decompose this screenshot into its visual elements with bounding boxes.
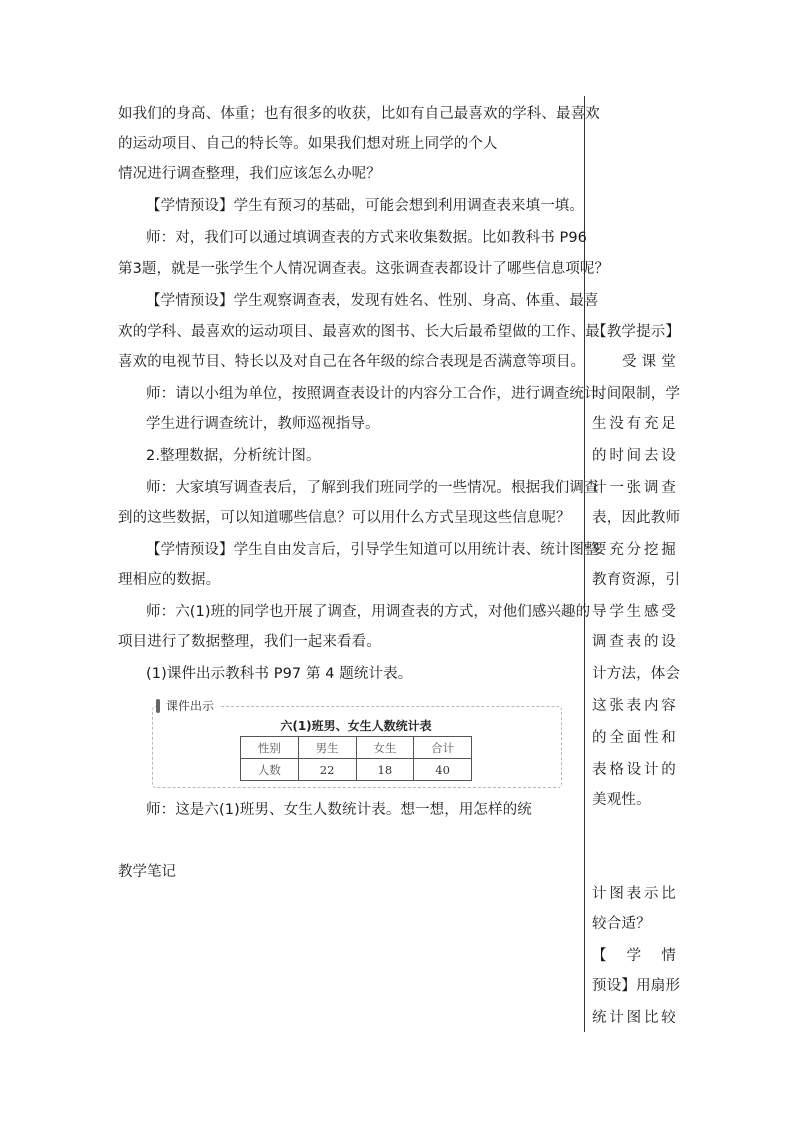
paragraph-line: 项目进行了数据整理，我们一起来看看。	[118, 634, 381, 650]
table-cell: 22	[298, 759, 356, 781]
side-line: 的全面性和	[592, 730, 676, 746]
paragraph-line: 师：六(1)班的同学也开展了调查，用调查表的方式，对他们感兴趣的	[146, 604, 591, 620]
teaching-notes-label: 教学笔记	[118, 864, 176, 880]
section-heading: 2.整理数据，分析统计图。	[146, 448, 321, 464]
paragraph-line: 师：请以小组为单位，按照调查表设计的内容分工合作，进行调查统计。	[146, 386, 614, 402]
side-heading: 【 学 情	[592, 948, 676, 964]
paragraph-line: 师：对，我们可以通过填调查表的方式来收集数据。比如教科书 P96	[146, 230, 588, 246]
side-line: 计图表示比	[592, 886, 676, 902]
side-line: 这张表内容	[592, 698, 676, 714]
side-line: 的时间去设	[592, 448, 676, 464]
paragraph-line: 的运动项目、自己的特长等。如果我们想对班上同学的个人	[118, 136, 498, 152]
side-line: 计方法，体会	[592, 666, 681, 682]
paragraph-line: 如我们的身高、体重；也有很多的收获，比如有自己最喜欢的学科、最喜欢	[118, 106, 600, 122]
side-line: 时间限制，学	[592, 386, 681, 402]
paragraph-line: 学生进行调查统计，教师巡视指导。	[146, 416, 380, 432]
side-line: 要充分挖掘	[592, 542, 676, 558]
paragraph-line: 欢的学科、最喜欢的运动项目、最喜欢的图书、长大后最希望做的工作、最	[118, 324, 600, 340]
paragraph-line: 第3题，就是一张学生个人情况调查表。这张调查表都设计了哪些信息项呢？	[118, 261, 610, 277]
paragraph-line: 【学情预设】学生观察调查表，发现有姓名、性别、身高、体重、最喜	[146, 293, 599, 309]
side-line: 导学生感受	[592, 604, 676, 620]
side-line: 表，因此教师	[592, 510, 681, 526]
paragraph-line: 到的这些数据，可以知道哪些信息？可以用什么方式呈现这些信息呢？	[118, 510, 571, 526]
courseware-tag: 课件出示	[156, 696, 220, 716]
paragraph-line: (1)课件出示教科书 P97 第 4 题统计表。	[146, 666, 413, 682]
table-row	[241, 737, 472, 759]
side-line: 预设】用扇形	[592, 978, 681, 994]
side-heading: 【教学提示】	[592, 324, 681, 340]
paragraph-line: 【学情预设】学生有预习的基础，可能会想到利用调查表来填一填。	[146, 198, 584, 214]
table-row	[241, 759, 472, 781]
side-line: 受 课 堂	[622, 354, 676, 370]
table-header-cell: 男生	[298, 737, 356, 759]
side-line: 计一张调查	[592, 480, 676, 496]
table-cell: 40	[414, 759, 472, 781]
table-row-label: 人数	[241, 759, 299, 781]
paragraph-line: 喜欢的电视节目、特长以及对自己在各年级的综合表现是否满意等项目。	[118, 354, 586, 370]
table-header-cell: 性别	[241, 737, 299, 759]
side-line: 教育资源，引	[592, 572, 681, 588]
paragraph-line: 师：大家填写调查表后，了解到我们班同学的一些情况。根据我们调查	[146, 480, 599, 496]
side-line: 调查表的设	[592, 634, 676, 650]
side-line: 美观性。	[592, 792, 651, 808]
paragraph-line: 【学情预设】学生自由发言后，引导学生知道可以用统计表、统计图整	[146, 542, 599, 558]
statistics-table	[240, 736, 472, 781]
paragraph-line: 情况进行调查整理，我们应该怎么办呢？	[118, 166, 381, 182]
paragraph-line: 理相应的数据。	[118, 572, 221, 588]
side-line: 较合适？	[592, 916, 651, 932]
table-header-cell: 合计	[414, 737, 472, 759]
table-title: 六(1)班男、女生人数统计表	[280, 719, 432, 733]
paragraph-line: 师：这是六(1)班男、女生人数统计表。想一想，用怎样的统	[146, 802, 532, 818]
side-line: 生没有充足	[592, 416, 676, 432]
table-cell: 18	[356, 759, 414, 781]
side-line: 统计图比较	[592, 1010, 676, 1026]
side-line: 表格设计的	[592, 762, 676, 778]
table-header-cell: 女生	[356, 737, 414, 759]
